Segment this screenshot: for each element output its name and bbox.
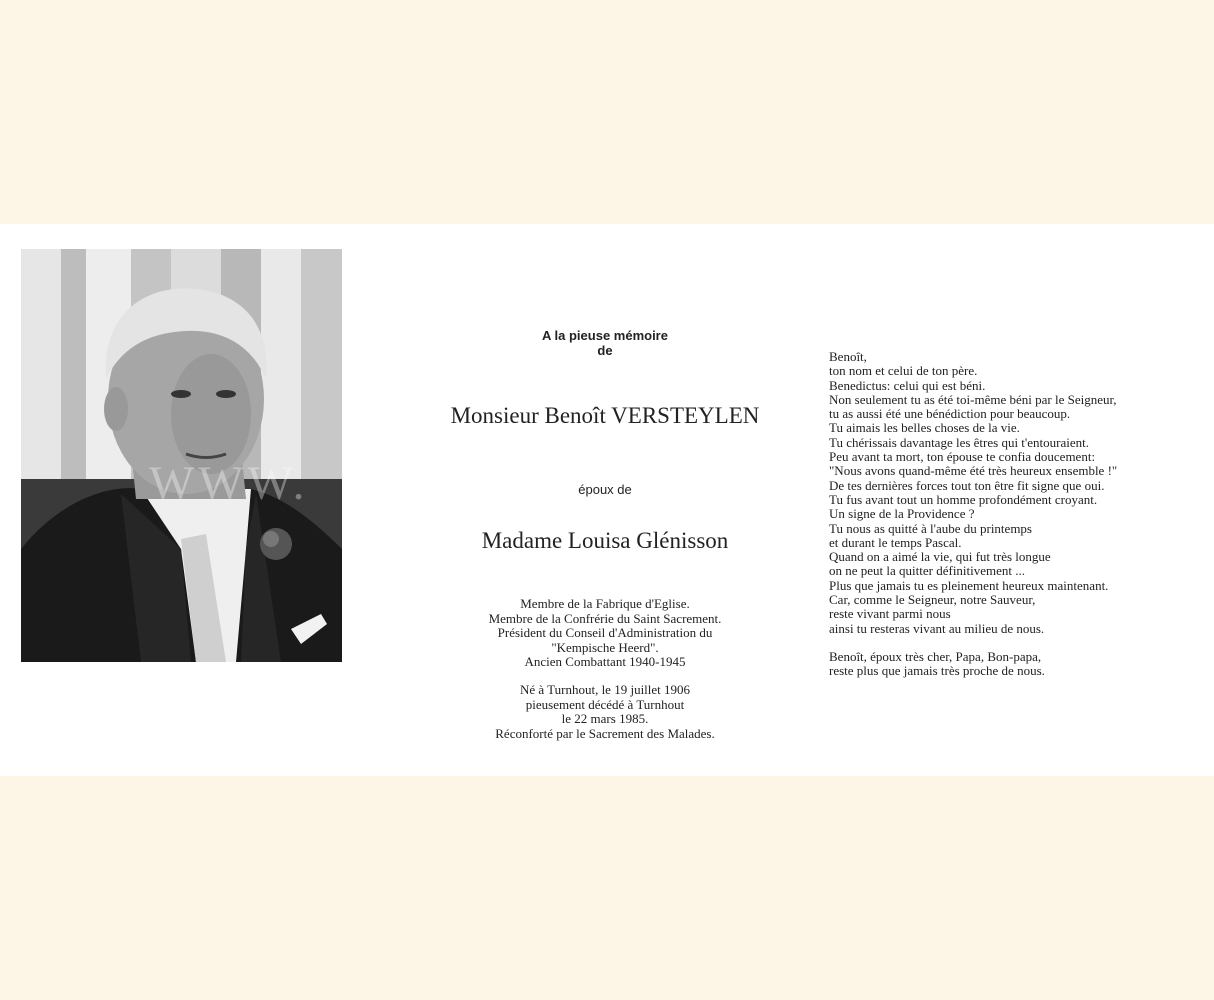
poem-line: Tu fus avant tout un homme profondément croyant. — [829, 491, 1098, 507]
poem-line: et durant le temps Pascal. — [829, 534, 962, 550]
birth-death-line: le 22 mars 1985. — [561, 711, 649, 726]
poem-line: Car, comme le Seigneur, notre Sauveur, — [829, 592, 1036, 608]
poem-line: Quand on a aimé la vie, qui fut très longue — [829, 549, 1051, 565]
poem-line: ton nom et celui de ton père. — [829, 363, 978, 379]
photo-watermark: WWW. — [149, 457, 309, 510]
poem-line: Non seulement tu as été toi-même béni par le Seigneur, — [829, 391, 1117, 407]
poem-line: Benedictus: celui qui est béni. — [829, 377, 986, 393]
role-line: Ancien Combattant 1940-1945 — [524, 654, 686, 669]
poem-line: reste vivant parmi nous — [829, 606, 951, 622]
poem-line: Benoît, — [829, 349, 867, 364]
spouse-intro: époux de — [578, 482, 632, 497]
poem-line: tu as aussi été une bénédiction pour beaucoup. — [829, 406, 1071, 422]
poem-line: reste plus que jamais très proche de nous. — [829, 663, 1045, 679]
poem-line: Benoît, époux très cher, Papa, Bon-papa, — [829, 648, 1042, 664]
poem-line: Tu nous as quitté à l'aube du printemps — [829, 520, 1032, 536]
poem-line: on ne peut la quitter définitivement ... — [829, 563, 1026, 579]
poem-line: "Nous avons quand-même été très heureux ensemble !" — [829, 463, 1118, 479]
stanza-gap — [829, 636, 1209, 650]
birth-death-line: Réconforté par le Sacrement des Malades. — [495, 725, 715, 741]
poem-line: Un signe de la Providence ? — [829, 506, 975, 522]
poem — [829, 350, 1209, 679]
birth-death-line: Né à Turnhout, le 19 juillet 1906 — [519, 682, 691, 697]
poem-line: ainsi tu resteras vivant au milieu de nous. — [829, 620, 1045, 636]
memorial-card — [0, 224, 1214, 776]
memory-line-1: A la pieuse mémoire — [542, 328, 668, 343]
birth-death-block — [400, 683, 810, 741]
spouse-name: Madame Louisa Glénisson — [481, 528, 729, 553]
role-line: Membre de la Fabrique d'Eglise. — [520, 596, 690, 611]
poem-line: Tu aimais les belles choses de la vie. — [829, 420, 1020, 436]
deceased-name: Monsieur Benoît VERSTEYLEN — [450, 403, 760, 428]
memory-line-2: de — [597, 343, 613, 358]
role-line: "Kempische Heerd". — [551, 639, 659, 655]
birth-death-line: pieusement décédé à Turnhout — [525, 696, 685, 712]
poem-line: Plus que jamais tu es pleinement heureux maintenant. — [829, 577, 1109, 593]
role-line: Président du Conseil d'Administration du — [497, 625, 713, 640]
roles-block — [400, 597, 810, 670]
poem-line: De tes dernières forces tout ton être fit signe que oui. — [829, 477, 1105, 493]
poem-line: Peu avant ta mort, ton épouse te confia doucement: — [829, 449, 1096, 465]
memory-heading — [400, 328, 810, 358]
portrait-photo — [21, 249, 342, 662]
poem-line: Tu chérissais davantage les êtres qui t'entouraient. — [829, 434, 1089, 450]
role-line: Membre de la Confrérie du Saint Sacrement. — [488, 610, 722, 626]
